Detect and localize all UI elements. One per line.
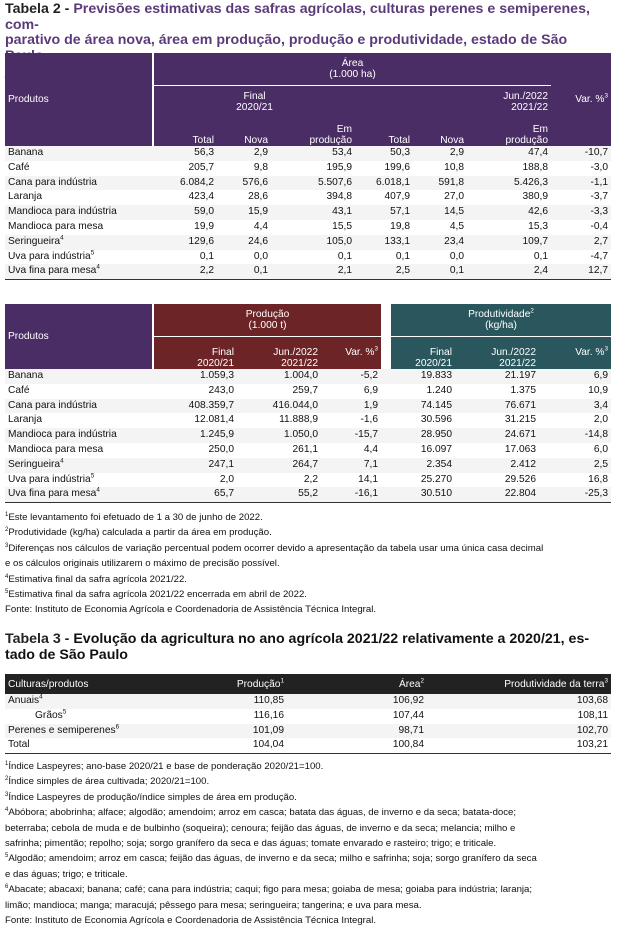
table-cell: -5,2 (321, 369, 381, 384)
footnote: $^1$Este levantamento foi efetuado de 1 a 30 de junho de 2022. (5, 511, 263, 523)
table-cell: 101,09 (167, 724, 287, 739)
table-row (5, 399, 611, 414)
col-producao-group: Produção (1.000 t) (153, 304, 381, 336)
col-producao3: Produção$^1$ (236, 677, 284, 690)
table2-area (5, 53, 611, 280)
table-row (5, 487, 611, 502)
table-cell: -14,8 (539, 428, 611, 443)
table2-label: Tabela 2 - (5, 1, 74, 17)
table-cell: 28.950 (391, 428, 455, 443)
table-cell: 2,9 (217, 146, 271, 161)
table-cell: 423,4 (188, 191, 214, 203)
table-cell: 195,9 (326, 161, 352, 173)
table-cell: 2,2 (303, 473, 318, 485)
table-cell: 1.050,0 (237, 428, 321, 443)
row-label: Mandioca para mesa (8, 443, 104, 455)
table-cell: 5.426,3 (467, 176, 551, 191)
col-produtividade-group: Produtividade$^2$ (kg/ha) (391, 304, 611, 336)
spacer (381, 473, 391, 488)
table-cell: 133,1 (355, 235, 413, 250)
table-row (5, 220, 611, 235)
table2-title-line2: parativo de área nova, área em produção, produção e produtividade, estado de São (5, 32, 568, 48)
col-nova-final: Nova (217, 113, 271, 146)
col-prod-jun: Jun./2022 2021/22 (237, 336, 321, 369)
col-area3: Área$^2$ (398, 677, 424, 690)
table-cell: 6,9 (363, 384, 378, 396)
table-cell: 416.044,0 (237, 399, 321, 414)
table-cell: 107,44 (392, 709, 424, 721)
row-label: Mandioca para indústria (5, 205, 153, 220)
row-label: Mandioca para mesa (8, 220, 104, 232)
footnote: $^6$Abacate; abacaxi; banana; café; cana para indústria; caqui; figo para mesa; goiaba de mesa; goiaba para indústria; laranja; (5, 884, 533, 896)
spacer (381, 399, 391, 414)
col-total-jun: Total (355, 113, 413, 146)
table-cell: 12.081,4 (194, 414, 234, 426)
table-row (5, 473, 611, 488)
spacer (381, 428, 391, 443)
table-cell: 199,6 (384, 161, 410, 173)
table-cell: 407,9 (384, 191, 410, 203)
spacer (381, 458, 391, 473)
table-cell: 2,9 (413, 146, 467, 161)
row-label: Cana para indústria (5, 176, 153, 191)
area-label: Área (341, 57, 364, 69)
row-label: Banana (5, 146, 153, 161)
table-cell: 10,9 (588, 384, 608, 396)
table-cell: 6,0 (593, 443, 608, 455)
footnote: Fonte: Instituto de Economia Agrícola e Coordenadoria de Assistência Técnica Integral. (5, 604, 376, 616)
table-cell: 103,21 (427, 738, 611, 753)
table-cell: 0,1 (199, 250, 214, 262)
table-cell: 2,0 (219, 473, 234, 485)
table-cell: 408.359,7 (153, 399, 237, 414)
table-cell: 1,9 (321, 399, 381, 414)
table-cell: 1.240 (426, 384, 452, 396)
table-cell: 0,0 (253, 250, 268, 262)
table-cell: 56,3 (153, 146, 217, 161)
table-cell: 4,4 (253, 220, 268, 232)
table-cell: 2,0 (593, 414, 608, 426)
table-cell: 1.059,3 (153, 369, 237, 384)
table3-title (5, 632, 613, 663)
table-cell: 12,7 (551, 264, 611, 279)
table-cell: -3,3 (551, 205, 611, 220)
table-cell: -1,1 (551, 176, 611, 191)
row-label: Uva fina para mesa$^4$ (5, 487, 153, 502)
table-cell: 394,8 (326, 191, 352, 203)
table-cell: 7,1 (321, 458, 381, 473)
table-cell: 28,6 (248, 191, 268, 203)
table-cell: 1.004,0 (237, 369, 321, 384)
row-label: Café (8, 384, 30, 396)
table3 (5, 674, 611, 754)
table-cell: 30.510 (391, 487, 455, 502)
col-nova-jun: Nova (413, 113, 467, 146)
table-row (5, 369, 611, 384)
col-em-producao-final: Em produção (271, 113, 355, 146)
footnote: $^1$Índice Laspeyres; ano-base 2020/21 e base de ponderação 2020/21=100. (5, 760, 324, 772)
row-label: Laranja (8, 414, 42, 426)
col-produtividade3: Produtividade da terra$^3$ (504, 677, 608, 690)
table-cell: 4,4 (363, 443, 378, 455)
table-cell: 19,9 (194, 220, 214, 232)
table-cell: 19.833 (391, 369, 455, 384)
table-cell: 1.245,9 (153, 428, 237, 443)
table-cell: 106,92 (287, 694, 427, 709)
table-cell: 264,7 (237, 458, 321, 473)
table-cell: 104,04 (167, 738, 287, 753)
table-row (5, 413, 611, 428)
table-cell: 25.270 (420, 473, 452, 485)
table-cell: 55,2 (237, 487, 321, 502)
table-cell: 6.084,2 (153, 176, 217, 191)
col-prod-final: Final 2020/21 (153, 336, 237, 369)
table-cell: 31.215 (504, 414, 536, 426)
table-cell: 59,0 (153, 205, 217, 220)
table-cell: 380,9 (522, 191, 548, 203)
table-row (5, 176, 611, 191)
spacer (381, 384, 391, 399)
area-unit: (1.000 ha) (329, 68, 376, 80)
col-area-group (153, 53, 551, 85)
table-cell: 76.671 (455, 399, 539, 414)
table-cell: 188,8 (522, 161, 548, 173)
spacer (381, 413, 391, 428)
footnote: limão; mandioca; manga; maracujá; pêssego para mesa; seringueira; tangerina; e uva para mesa. (5, 899, 422, 911)
spacer (381, 487, 391, 502)
table-cell: 10,8 (444, 161, 464, 173)
table-cell: 16.097 (420, 443, 452, 455)
table-row (5, 250, 611, 265)
col-culturas: Culturas/produtos (8, 678, 89, 690)
table-cell: 247,1 (153, 458, 237, 473)
row-label: Total (5, 738, 167, 753)
row-label: Anuais$^4$ (5, 694, 167, 709)
table-cell: 103,68 (427, 694, 611, 709)
table-cell: 102,70 (427, 724, 611, 739)
table-row (5, 205, 611, 220)
table-row (5, 384, 611, 399)
table-cell: 9,8 (253, 161, 268, 173)
row-label: Café (8, 161, 30, 173)
table-cell: -3,7 (590, 191, 608, 203)
col-final-group: Final 2020/21 (153, 85, 355, 113)
row-label: Uva fina para mesa$^4$ (5, 264, 153, 279)
table-cell: 0,1 (533, 250, 548, 262)
table2-title-line1: Previsões estimativas das safras agrícolas, culturas perenes e semiperenes, com- (5, 1, 590, 33)
table-cell: 6,9 (539, 369, 611, 384)
table-cell: 205,7 (188, 161, 214, 173)
table-cell: 2,5 (355, 264, 413, 279)
footnote: beterraba; cebola de muda e de bulbinho (soqueira); cenoura; feijão das águas, de inverno e da seca; melancia; milho e (5, 822, 516, 834)
table2-footnotes (5, 510, 613, 618)
table-cell: 15,3 (528, 220, 548, 232)
table-row (5, 428, 611, 443)
table-cell: 15,9 (217, 205, 271, 220)
table-row (5, 235, 611, 250)
table-cell: 47,4 (467, 146, 551, 161)
col-produt-jun: Jun./2022 2021/22 (455, 336, 539, 369)
footnote: $^3$Diferenças nos cálculos de variação percentual podem ocorrer devido a apresentação da tabela usar uma única casa decimal (5, 542, 544, 554)
footnote: Fonte: Instituto de Economia Agrícola e Coordenadoria de Assistência Técnica Integral. (5, 915, 376, 927)
table-cell: 11.888,9 (279, 414, 318, 426)
table-cell: -4,7 (590, 250, 608, 262)
table-cell: 2,4 (467, 264, 551, 279)
table-cell: 14,5 (413, 205, 467, 220)
footnote: $^2$Índice simples de área cultivada; 2020/21=100. (5, 776, 210, 788)
table3-title-line1: Evolução da agricultura no ano agrícola 2021/22 relativamente a 2020/21, es- (73, 631, 590, 647)
row-label: Perenes e semiperenes$^6$ (5, 724, 167, 739)
row-label: Seringueira$^4$ (5, 458, 153, 473)
table-cell: 53,4 (271, 146, 355, 161)
table-cell: 65,7 (153, 487, 237, 502)
table-cell: 0,0 (449, 250, 464, 262)
table-cell: 250,0 (208, 443, 234, 455)
table-cell: 0,1 (217, 264, 271, 279)
table-cell: 116,16 (253, 709, 284, 721)
table-cell: 2,5 (539, 458, 611, 473)
table-cell: 74.145 (391, 399, 455, 414)
table-cell: -1,6 (360, 414, 378, 426)
table-cell: 57,1 (355, 205, 413, 220)
table-cell: 42,6 (467, 205, 551, 220)
table-cell: 576,6 (217, 176, 271, 191)
table-cell: 19,8 (390, 220, 410, 232)
table-cell: 21.197 (455, 369, 539, 384)
row-label: Cana para indústria (5, 399, 153, 414)
footnote: $^5$Algodão; amendoim; arroz em casca; feijão das águas, de inverno e da seca; milho e safrinha; soja; sorgo granífero da seca (5, 853, 537, 865)
table-cell: 5.507,6 (271, 176, 355, 191)
col-produtos-b: Produtos (5, 304, 153, 369)
table-row (5, 709, 611, 724)
table-row (5, 264, 611, 279)
table-cell: 16,8 (588, 473, 608, 485)
table-cell: 24.671 (455, 428, 539, 443)
footnote: e das águas; trigo; e triticale. (5, 868, 128, 880)
table-cell: 15,5 (332, 220, 352, 232)
table-row (5, 694, 611, 709)
table-cell: 243,0 (208, 384, 234, 396)
table-cell: 29.526 (504, 473, 536, 485)
table-cell: 0,1 (337, 250, 352, 262)
table-cell: 108,11 (577, 709, 608, 721)
footnote: $^4$Estimativa final da safra agrícola 2021/22. (5, 573, 187, 585)
row-label: Grãos$^5$ (35, 708, 67, 721)
table-cell: -3,0 (590, 161, 608, 173)
table-cell: 6.018,1 (355, 176, 413, 191)
col-produt-final: Final 2020/21 (391, 336, 455, 369)
row-label: Uva para indústria$^5$ (8, 249, 95, 262)
table-cell: 23,4 (413, 235, 467, 250)
table-cell: 259,7 (292, 384, 318, 396)
table-cell: 100,84 (287, 738, 427, 753)
col-em-producao-jun: Em produção (467, 113, 551, 146)
table-cell: 98,71 (287, 724, 427, 739)
table-row (5, 443, 611, 458)
table3-title-line2: tado de São Paulo (5, 646, 128, 663)
row-label: Uva para indústria$^5$ (8, 472, 95, 485)
table-row (5, 190, 611, 205)
table-cell: 0,1 (413, 264, 467, 279)
table-row (5, 161, 611, 176)
table-cell: 17.063 (504, 443, 536, 455)
table-cell: 4,5 (449, 220, 464, 232)
footnote: $^2$Produtividade (kg/ha) calculada a partir da área em produção. (5, 527, 272, 539)
table-cell: 2.354 (391, 458, 455, 473)
table-cell: 129,6 (153, 235, 217, 250)
table-cell: 109,7 (467, 235, 551, 250)
col-produtos: Produtos (5, 53, 153, 146)
table-cell: 22.804 (455, 487, 539, 502)
table-cell: 50,3 (355, 146, 413, 161)
table-cell: 261,1 (292, 443, 318, 455)
table-cell: 43,1 (271, 205, 355, 220)
spacer (381, 369, 391, 384)
table-row (5, 724, 611, 739)
table-row (5, 738, 611, 753)
col-jun-group: Jun./2022 2021/22 (355, 85, 551, 113)
row-label: Laranja (8, 191, 42, 203)
table-cell: 2,2 (153, 264, 217, 279)
table-cell: 24,6 (217, 235, 271, 250)
table-row (5, 146, 611, 161)
table-cell: 0,1 (395, 250, 410, 262)
table-cell: -10,7 (551, 146, 611, 161)
footnote: e os cálculos originais utilizarem o máximo de precisão possível. (5, 558, 280, 570)
table-cell: -16,1 (321, 487, 381, 502)
table2-producao (5, 304, 611, 503)
col-var: Var. %$^3$ (551, 53, 611, 146)
col-total-final: Total (153, 113, 217, 146)
col-produt-var: Var. %$^3$ (539, 336, 611, 369)
table-cell: 105,0 (271, 235, 355, 250)
row-label: Mandioca para indústria (5, 428, 153, 443)
table-cell: -25,3 (539, 487, 611, 502)
table-cell: -15,7 (321, 428, 381, 443)
footnote: $^5$Estimativa final da safra agrícola 2021/22 encerrada em abril de 2022. (5, 588, 307, 601)
table-cell: 27,0 (444, 191, 464, 203)
table-cell: 591,8 (413, 176, 467, 191)
table-cell: 1.375 (510, 384, 536, 396)
table-cell: 2,7 (551, 235, 611, 250)
table-cell: 3,4 (539, 399, 611, 414)
footnote: $^3$Índice Laspeyres de produção/índice simples de área em produção. (5, 791, 297, 803)
table-cell: 110,85 (167, 694, 287, 709)
footnote: $^4$Abóbora; abobrinha; alface; algodão; amendoim; arroz em casca; batata das águas, de inverno e da seca; batata-doce; (5, 807, 517, 819)
col-prod-var: Var. %$^3$ (321, 336, 381, 369)
table-cell: 2,1 (271, 264, 355, 279)
footnote: safrinha; pimentão; repolho; soja; sorgo granífero da seca e das águas; tomate envarado e rasteiro; trigo; e triticale. (5, 838, 497, 850)
row-label: Seringueira$^4$ (5, 235, 153, 250)
table-cell: -0,4 (590, 220, 608, 232)
row-label: Banana (5, 369, 153, 384)
table3-label: Tabela 3 - (5, 631, 74, 647)
spacer (381, 443, 391, 458)
table-cell: 14,1 (358, 473, 378, 485)
table-cell: 30.596 (420, 414, 452, 426)
table-row (5, 458, 611, 473)
table3-footnotes (5, 759, 613, 928)
table-cell: 2.412 (455, 458, 539, 473)
